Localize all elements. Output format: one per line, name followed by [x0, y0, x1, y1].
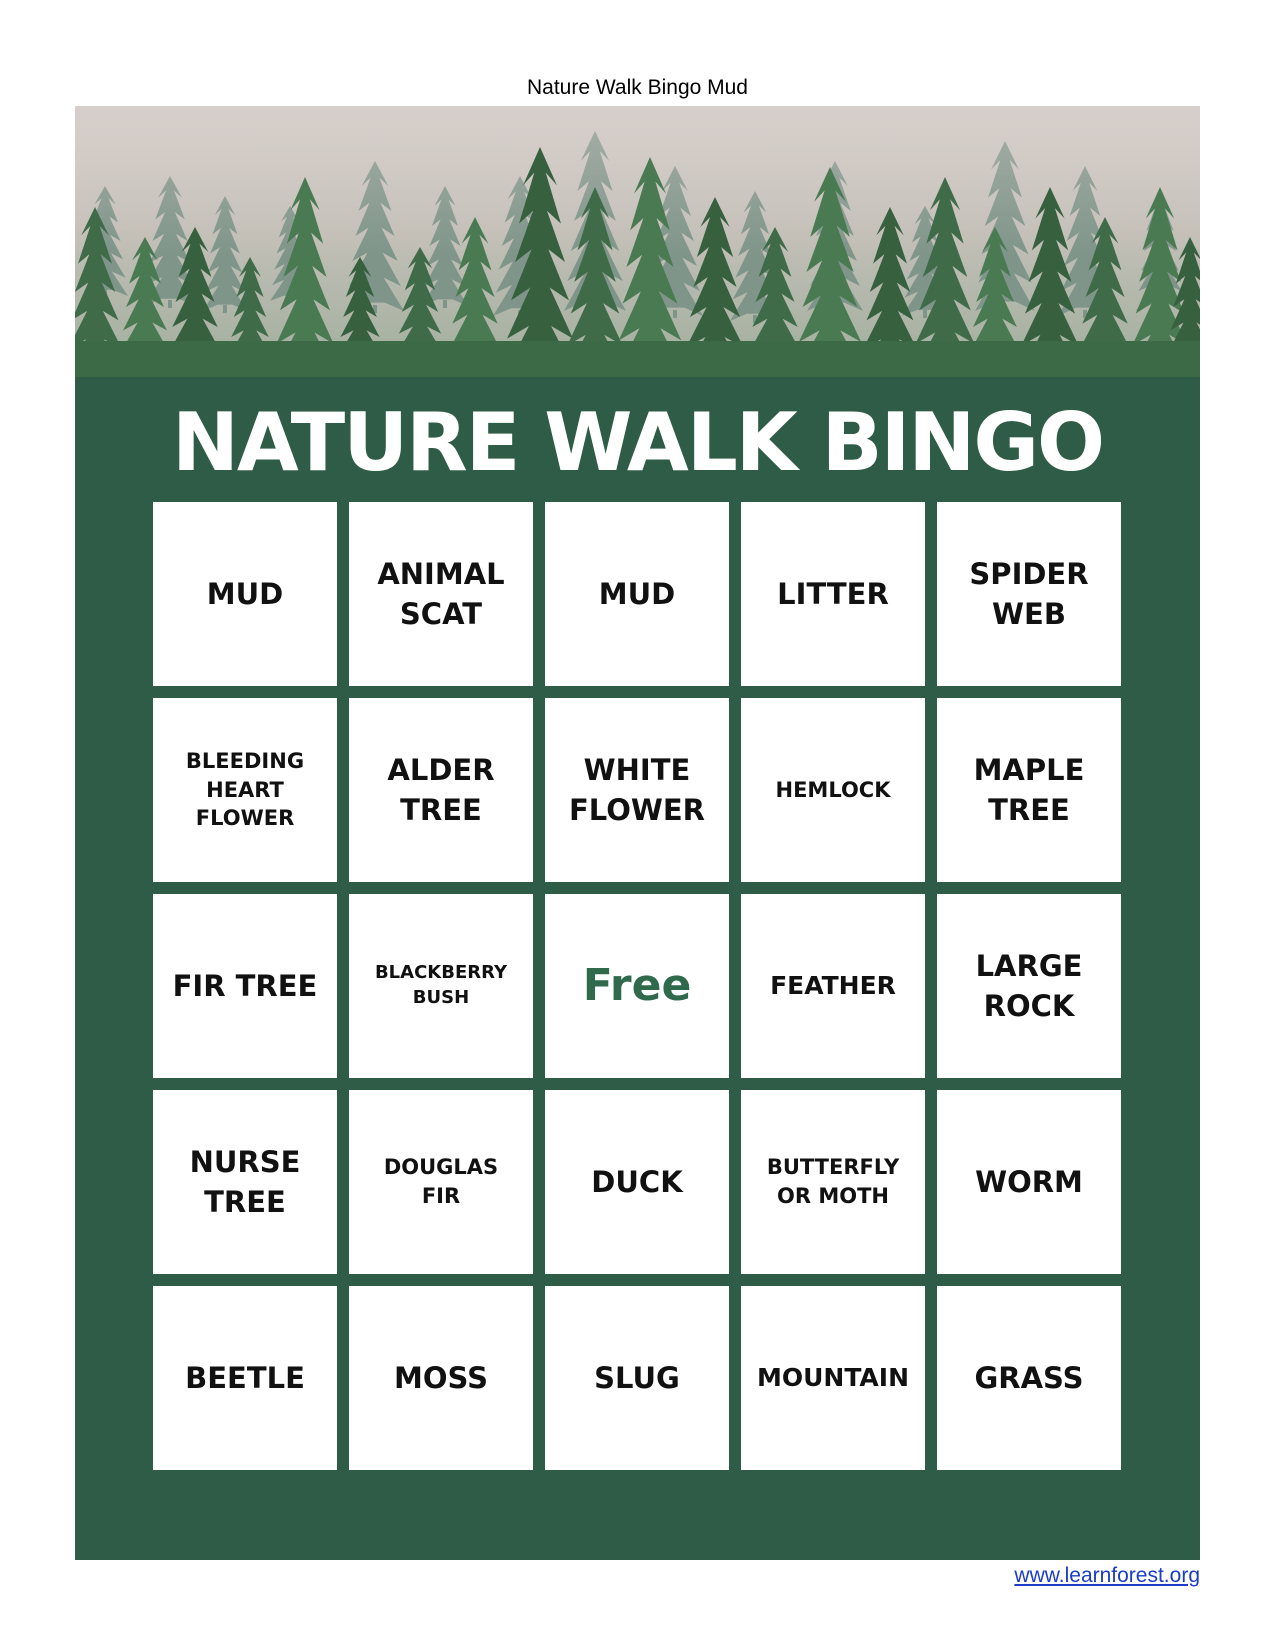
misty-forest-image [75, 106, 1200, 377]
bingo-grid [153, 502, 1121, 1470]
bingo-cell-free[interactable] [545, 894, 729, 1078]
bingo-cell-label: LITTER [777, 576, 889, 611]
bingo-cell-label: NURSE TREE [189, 1144, 301, 1219]
bingo-cell[interactable] [741, 1286, 925, 1470]
footer-website-link[interactable]: www.learnforest.org [1014, 1564, 1200, 1587]
bingo-cell[interactable] [937, 1090, 1121, 1274]
bingo-card [75, 106, 1200, 1560]
bingo-cell[interactable] [741, 502, 925, 686]
document-header-title: Nature Walk Bingo Mud [527, 76, 748, 99]
bingo-cell[interactable] [153, 894, 337, 1078]
bingo-cell-label: BUTTERFLY OR MOTH [766, 1155, 900, 1208]
bingo-cell-label: MUD [206, 576, 284, 611]
bingo-cell-label: MOSS [394, 1360, 488, 1395]
bingo-cell-label: SPIDER WEB [969, 556, 1089, 631]
bingo-cell-label: WHITE FLOWER [568, 752, 706, 827]
bingo-cell[interactable] [349, 894, 533, 1078]
bingo-cell[interactable] [153, 1090, 337, 1274]
bingo-cell[interactable] [153, 1286, 337, 1470]
bingo-cell-label: ANIMAL SCAT [377, 556, 505, 631]
bingo-cell[interactable] [937, 894, 1121, 1078]
bingo-cell[interactable] [545, 698, 729, 882]
bingo-cell-label: HEMLOCK [775, 777, 891, 802]
bingo-cell[interactable] [349, 1090, 533, 1274]
bingo-cell-label: MUD [598, 576, 676, 611]
bingo-cell-label: MOUNTAIN [756, 1362, 910, 1392]
bingo-cell-label: BLACKBERRY BUSH [374, 962, 508, 1008]
bingo-cell-label: DUCK [591, 1164, 683, 1199]
bingo-cell-label: DOUGLAS FIR [383, 1155, 499, 1208]
bingo-cell-label: WORM [975, 1164, 1083, 1199]
bingo-cell[interactable] [153, 502, 337, 686]
bingo-cell[interactable] [349, 1286, 533, 1470]
bingo-cell-label: ALDER TREE [387, 752, 495, 827]
bingo-cell[interactable] [937, 698, 1121, 882]
bingo-cell[interactable] [349, 502, 533, 686]
bingo-cell-label: MAPLE TREE [973, 752, 1085, 827]
bingo-cell-label: FIR TREE [172, 968, 318, 1003]
bingo-cell[interactable] [349, 698, 533, 882]
card-title: NATURE WALK BINGO [171, 396, 1104, 489]
bingo-cell-label: FEATHER [770, 970, 896, 1000]
bingo-cell[interactable] [545, 1286, 729, 1470]
bingo-cell-label: BLEEDING HEART FLOWER [185, 748, 305, 831]
bingo-cell-label: GRASS [974, 1360, 1084, 1395]
bingo-cell-label: BEETLE [185, 1360, 305, 1395]
bingo-cell[interactable] [153, 698, 337, 882]
bingo-cell[interactable] [545, 502, 729, 686]
bingo-cell[interactable] [741, 698, 925, 882]
bingo-cell[interactable] [741, 894, 925, 1078]
bingo-cell[interactable] [937, 1286, 1121, 1470]
bingo-cell-label: LARGE ROCK [975, 948, 1083, 1023]
bingo-cell[interactable] [545, 1090, 729, 1274]
bingo-cell-label: SLUG [594, 1360, 680, 1395]
bingo-cell[interactable] [741, 1090, 925, 1274]
bingo-cell[interactable] [937, 502, 1121, 686]
bingo-cell-label: Free [582, 959, 692, 1011]
